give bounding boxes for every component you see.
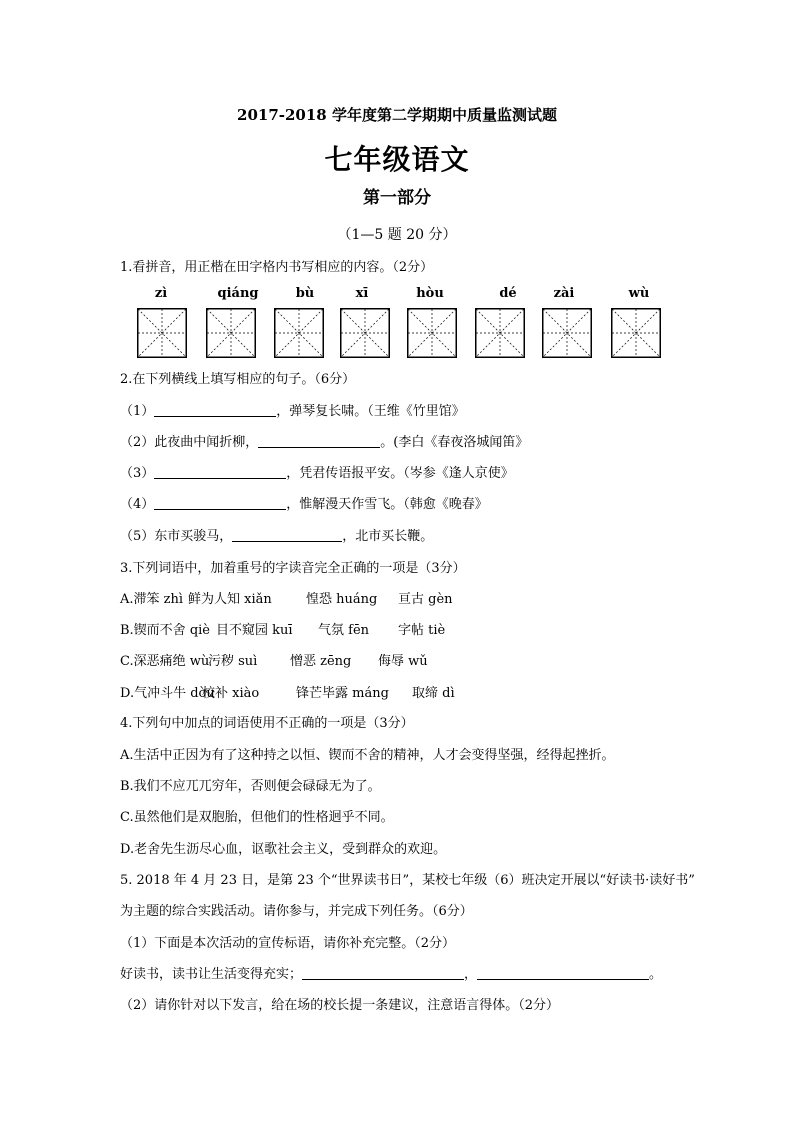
pinyin-5: hòu [416,286,444,301]
tianzige-svg [407,308,457,358]
q3-d-2: 校补 xiào [202,686,260,701]
writing-grid-3[interactable] [274,308,324,358]
q5-slogan-blank-1[interactable] [302,965,464,980]
q2-item-1 [120,402,720,422]
tianzige-svg [206,308,256,358]
q3-stem: 3.下列词语中，加着重号的字读音完全正确的一项是（3分） [120,561,466,576]
q3-d-1: D.气冲斗牛 dòu [120,686,215,701]
q3-c-3: 憎恶 zēng [290,654,352,669]
q2-item-4-post: ，惟解漫天作雪飞。（韩愈《晚春》 [286,497,488,512]
q2-item-2-pre: （2）此夜曲中闻折柳， [120,435,259,450]
q5-slogan-line [120,965,720,985]
q3-c-2: 污秽 suì [208,654,258,669]
q3-a-2: 鲜为人知 xiǎn [188,592,272,607]
pinyin-8: wù [628,286,650,301]
q3-b-1: B.锲而不舍 qiè [120,623,210,638]
writing-grid-2[interactable] [206,308,256,358]
q4-stem: 4.下列句中加点的词语使用不正确的一项是（3分） [120,716,414,731]
q2-item-3 [120,464,720,484]
q3-b-2: 目不窥园 kuī [216,623,293,638]
q5-sub-2: （2）请你针对以下发言，给在场的校长提一条建议，注意语言得体。（2分） [120,998,560,1013]
writing-grid-5[interactable] [407,308,457,358]
q4-option-c: C.虽然他们是双胞胎，但他们的性格迥乎不同。 [120,810,394,825]
q3-b-4: 字帖 tiè [398,623,446,638]
q3-a-3: 惶恐 huáng [306,592,378,607]
tianzige-svg [542,308,592,358]
writing-grid-1[interactable] [137,308,187,358]
q2-blank-2[interactable] [258,433,380,448]
q3-c-4: 侮辱 wǔ [378,654,428,669]
pinyin-6: dé [499,286,517,301]
pinyin-1: zì [154,286,168,301]
q2-item-5 [120,527,720,547]
q2-item-4 [120,495,720,515]
q5-slogan-blank-2[interactable] [477,965,649,980]
q2-item-3-post: ，凭君传语报平安。（岑参《逢人京使》 [286,466,514,481]
pinyin-row [0,284,794,304]
q5-slogan-pre: 好读书，读书让生活变得充实； [120,967,303,982]
writing-grid-4[interactable] [340,308,390,358]
pinyin-3: bù [295,286,315,301]
writing-grid-6[interactable] [475,308,525,358]
tianzige-svg [611,308,661,358]
q3-b-3: 气氛 fēn [318,623,370,638]
q2-blank-5[interactable] [232,527,342,542]
q5-sub-1: （1）下面是本次活动的宣传标语，请你补充完整。（2分） [120,936,456,951]
q2-blank-1[interactable] [154,402,276,417]
q2-item-2 [120,433,720,453]
q5-stem-line-2: 为主题的综合实践活动。请你参与，并完成下列任务。（6分） [120,904,473,919]
pinyin-7: zài [553,286,575,301]
q2-item-5-pre: （5）东市买骏马， [120,529,233,544]
subject-title: 七年级语文 [324,143,470,176]
q5-stem-line-1: 5. 2018 年 4 月 23 日，是第 23 个“世界读书日”，某校七年级（6）班决定开展以“好读书·读好书” [120,873,695,888]
score-note: （1—5 题 20 分） [337,227,457,243]
q3-a-4: 亘古 gèn [398,592,453,607]
q3-c-1: C.深恶痛绝 wù [120,654,210,669]
q2-item-5-post: ，北市买长鞭。 [342,529,434,544]
pinyin-2: qiáng [217,286,259,301]
q2-item-1-pre: （1） [120,404,155,419]
q2-item-4-pre: （4） [120,497,155,512]
q2-item-3-pre: （3） [120,466,155,481]
writing-grid-8[interactable] [611,308,661,358]
q3-d-4: 取缔 dì [412,686,455,701]
q2-blank-4[interactable] [154,495,286,510]
q3-a-1: A.滞笨 zhì [120,592,184,607]
tianzige-svg [475,308,525,358]
q1-stem: 1.看拼音，用正楷在田字格内书写相应的内容。（2分） [120,260,434,275]
q2-blank-3[interactable] [154,464,286,479]
q3-d-3: 锋芒毕露 máng [296,686,389,701]
q2-item-1-post: ，弹琴复长啸。（王维《竹里馆》 [276,404,465,419]
q4-option-a: A.生活中正因为有了这种持之以恒、锲而不舍的精神，人才会变得坚强，经得起挫折。 [120,748,615,763]
tianzige-svg [137,308,187,358]
tianzige-svg [274,308,324,358]
writing-grid-7[interactable] [542,308,592,358]
q2-stem: 2.在下列横线上填写相应的句子。（6分） [120,372,356,387]
exam-title: 2017-2018 学年度第二学期期中质量监测试题 [237,106,557,124]
q4-option-d: D.老舍先生沥尽心血，讴歌社会主义，受到群众的欢迎。 [120,842,447,857]
q5-slogan-mid: ， [464,967,478,982]
q5-slogan-end: 。 [649,967,663,982]
part-title: 第一部分 [363,188,431,208]
tianzige-svg [340,308,390,358]
q2-item-2-post: 。(李白《春夜洛城闻笛》 [380,435,529,450]
q4-option-b: B.我们不应兀兀穷年，否则便会碌碌无为了。 [120,779,381,794]
pinyin-4: xī [355,286,369,301]
